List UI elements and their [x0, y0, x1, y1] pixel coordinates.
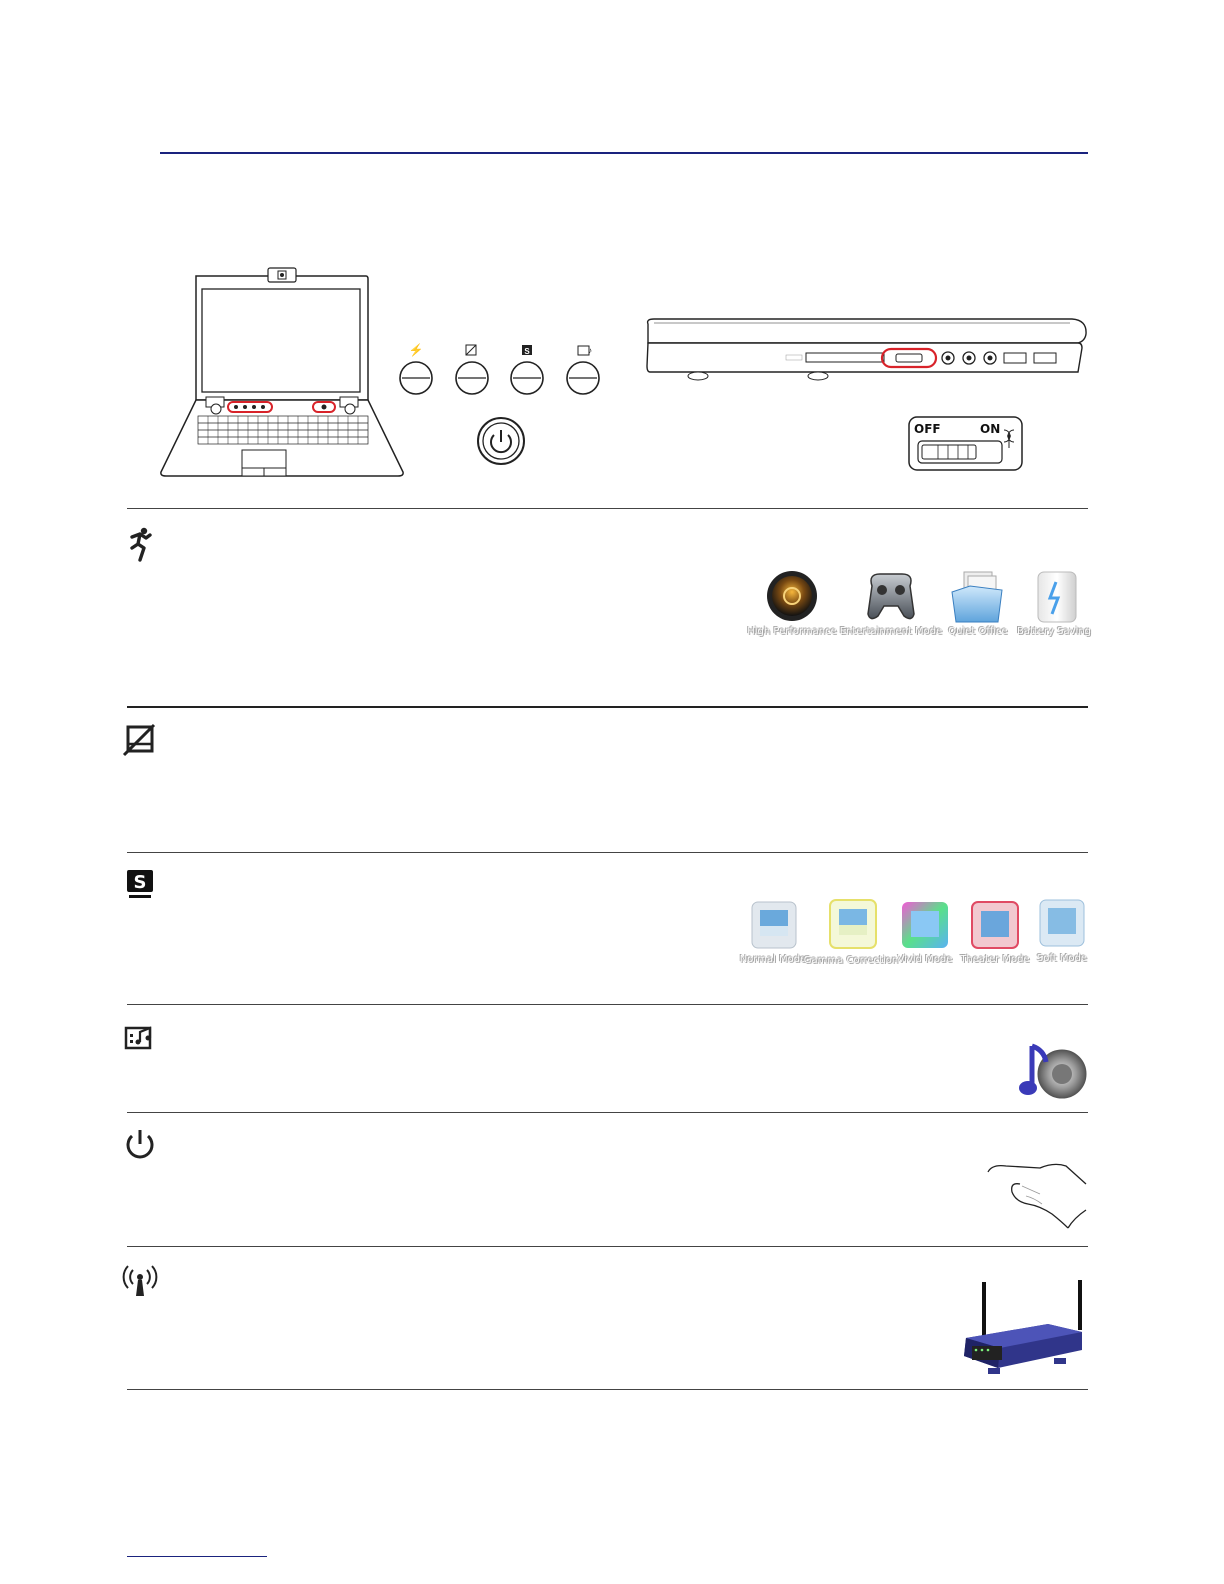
vivid-mode-icon [898, 896, 952, 954]
splendid-s-icon [122, 866, 158, 902]
running-man-icon [122, 526, 158, 562]
wireless-router-image [958, 1276, 1088, 1380]
mode-label-quiet-office: Quiet Office [948, 626, 1008, 637]
svg-text:S: S [524, 347, 530, 356]
mode-label-vivid: Vivid Mode [897, 954, 953, 965]
section-divider [127, 508, 1088, 509]
section-divider [127, 1389, 1088, 1390]
svg-text:⚡: ⚡ [408, 343, 424, 357]
normal-mode-icon [748, 896, 800, 954]
header-rule [160, 152, 1088, 154]
quiet-office-icon [948, 566, 1006, 626]
high-performance-icon [764, 566, 820, 626]
section-divider [127, 852, 1088, 853]
section-divider [127, 1246, 1088, 1247]
soft-mode-icon [1036, 894, 1088, 952]
music-speaker-icon [1018, 1036, 1088, 1106]
touchpad-lock-icon [122, 722, 158, 758]
switch-on-label: ON [980, 422, 1001, 436]
section-divider [127, 1004, 1088, 1005]
finger-press-illustration [982, 1158, 1090, 1232]
laptop-front-illustration [158, 262, 406, 486]
mode-label-entertainment: Entertainment Mode [839, 626, 943, 637]
footer-rule [127, 1556, 267, 1557]
switch-off-label: OFF [914, 422, 941, 436]
mode-label-gamma: Gamma Correction [803, 955, 899, 966]
laptop-side-illustration [642, 316, 1090, 382]
section-divider [127, 1112, 1088, 1113]
section-divider [127, 706, 1088, 708]
mode-label-high-performance: High Performance [747, 626, 837, 637]
entertainment-mode-icon [862, 566, 920, 626]
hotkey-buttons-illustration [392, 342, 612, 398]
power-icon [122, 1126, 158, 1162]
wireless-antenna-icon [122, 1264, 158, 1300]
mode-label-battery-saving: Battery Saving [1016, 626, 1092, 637]
power-button-illustration [476, 416, 526, 466]
gamma-correction-icon [826, 894, 880, 954]
theater-mode-icon [968, 896, 1022, 954]
wireless-switch-closeup [908, 416, 1024, 472]
mode-label-normal: Normal Mode [739, 954, 807, 965]
audio-wizard-icon [122, 1020, 158, 1056]
mode-label-soft: Soft Mode [1036, 953, 1088, 964]
svg-text:♪: ♪ [588, 346, 592, 355]
battery-saving-icon [1030, 568, 1084, 626]
svg-text:S: S [133, 872, 147, 893]
mode-label-theater: Theater Mode [960, 954, 1030, 965]
